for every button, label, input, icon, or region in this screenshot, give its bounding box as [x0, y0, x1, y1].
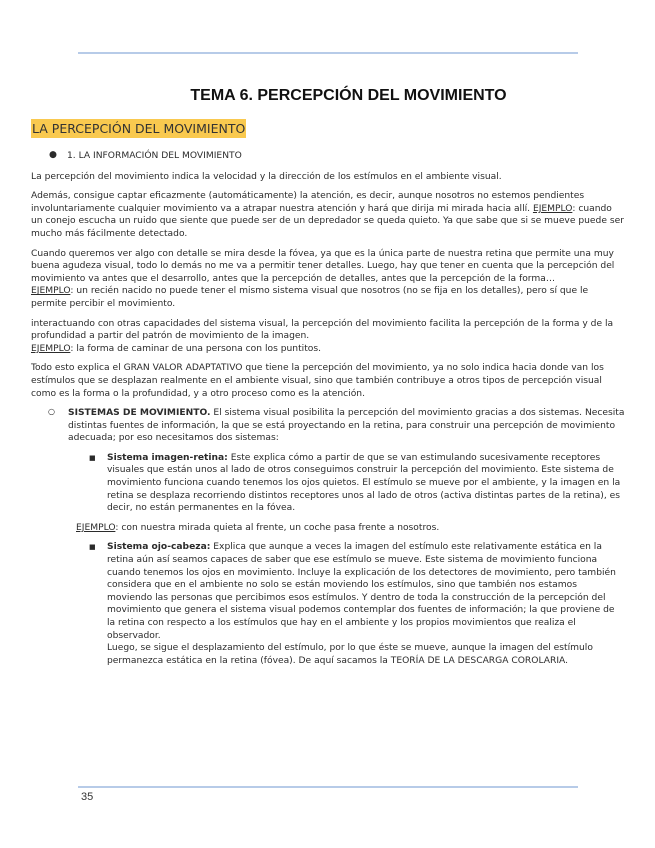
subheading-item: [31, 150, 625, 163]
subheading-text: 1. LA INFORMACIÓN DEL MOVIMIENTO: [67, 151, 242, 161]
paragraph-3: Cuando queremos ver algo con detalle se mira desde la fóvea, ya que es la única parte de nuestra retina que permite una muy buena agudeza visual, todo lo demás no me va a permitir tener detalles. Luego, hay que tener en cuenta que la percepción del movimiento va antes que el desarrollo, antes que la percepción de detalles, antes que la percepción de la forma… EJEMPLO: un recién nacido no puede tener el mismo sistema visual que nosotros (no se fija en los detalles), pero sí que le permite percibir el movimiento.: [31, 248, 615, 309]
eye-head-text-2: Luego, se sigue el desplazamiento del estímulo, por lo que éste se mueve, aunque la imagen del estímulo permanezca estática en la retina (fóvea). De aquí sacamos la TEORÍA DE LA DESCARGA COROLARIA.: [107, 643, 593, 666]
systems-text: El sistema visual posibilita la percepción del movimiento gracias a dos sistemas. Necesita distintas fuentes de información, la que se está proyectando en la retina, para construir una percepción de movimiento adecuada; por eso necesitamos dos sistemas:: [68, 408, 625, 444]
eye-head-label: Sistema ojo-cabeza:: [107, 542, 211, 553]
systems-item: [31, 407, 625, 445]
paragraph-4: interactuando con otras capacidades del sistema visual, la percepción del movimiento facilita la percepción de la forma y de la profundidad a partir del patrón de movimiento de la imagen. EJEMPLO: la forma de caminar de una persona con los puntitos.: [31, 318, 614, 354]
document-body: [31, 150, 625, 674]
example-label: EJEMPLO: [31, 343, 71, 354]
paragraph-2: Además, consigue captar eficazmente (automáticamente) la atención, es decir, aunque nosotros no estemos pendientes involuntariamente cualquier movimiento va a atrapar nuestra atención y hará que dirija mi mirada hacia allí. EJEMPLO: cuando un conejo escucha un ruido que siente que puede ser de un depredador se queda quieto. Ya que sabe que si se mueve puede ser mucho más fácilmente detectado.: [31, 191, 624, 239]
image-retina-item: [31, 452, 625, 515]
image-retina-label: Sistema imagen-retina:: [107, 452, 228, 463]
example-label: EJEMPLO: [76, 522, 116, 533]
footer-rule: [78, 786, 578, 788]
page-number: 35: [81, 791, 94, 803]
systems-label: SISTEMAS DE MOVIMIENTO.: [68, 408, 211, 419]
example-car: EJEMPLO: con nuestra mirada quieta al frente, un coche pasa frente a nosotros.: [76, 522, 440, 533]
bullet-square-icon: ■: [89, 543, 96, 552]
eye-head-item: [31, 541, 625, 667]
paragraph-1: La percepción del movimiento indica la velocidad y la dirección de los estímulos en el ambiente visual.: [31, 171, 502, 182]
example-label: EJEMPLO: [532, 203, 573, 214]
example-label: EJEMPLO: [31, 286, 71, 297]
header-rule: [78, 52, 578, 54]
section-heading: LA PERCEPCIÓN DEL MOVIMIENTO: [32, 121, 246, 136]
bullet-circle-icon: ○: [48, 407, 55, 417]
paragraph-5: Todo esto explica el GRAN VALOR ADAPTATIVO que tiene la percepción del movimiento, ya no solo indica hacia donde van los estímulos que se desplazan realmente en el ambiente visual, sino que también contribuye a otros tipos de percepción visual como es la forma o la profundidad, y a otro proceso como es la atención.: [31, 363, 604, 399]
bullet-dot-icon: ●: [49, 150, 57, 160]
bullet-square-icon: ■: [89, 453, 96, 462]
page-title: TEMA 6. PERCEPCIÓN DEL MOVIMIENTO: [190, 87, 507, 104]
eye-head-text: Explica que aunque a veces la imagen del estímulo este relativamente estática en la retina aún así seamos capaces de saber que ese estímulo se mueve. Este sistema de movimiento funciona cuando tenemos los ojos en movimiento. Incluye la explicación de los detectores de movimiento, pero también considera que en el ambiente no solo se están moviendo los estímulos, sino que también nos estamos moviendo las personas que percibimos esos estímulos. Y dentro de toda la construcción de la percepción del movimiento que genera el sistema visual podemos contemplar dos fuentes de información; la que proviene de la retina con respecto a los estímulos que hay en el ambiente y los propios movimientos que realiza el observador.: [107, 542, 616, 641]
image-retina-text: Este explica cómo a partir de que se van estimulando sucesivamente receptores visuales que están unos al lado de otros conseguimos construir la percepción del movimiento. Este sistema de movimiento funciona cuando tenemos los ojos quietos. El estímulo se mueve por el ambiente, y la imagen en la retina se desplaza recorriendo distintos receptores unos al lado de otros (activa distintas partes de la retina), es decir, no están permanentes en la fóvea.: [107, 452, 621, 514]
